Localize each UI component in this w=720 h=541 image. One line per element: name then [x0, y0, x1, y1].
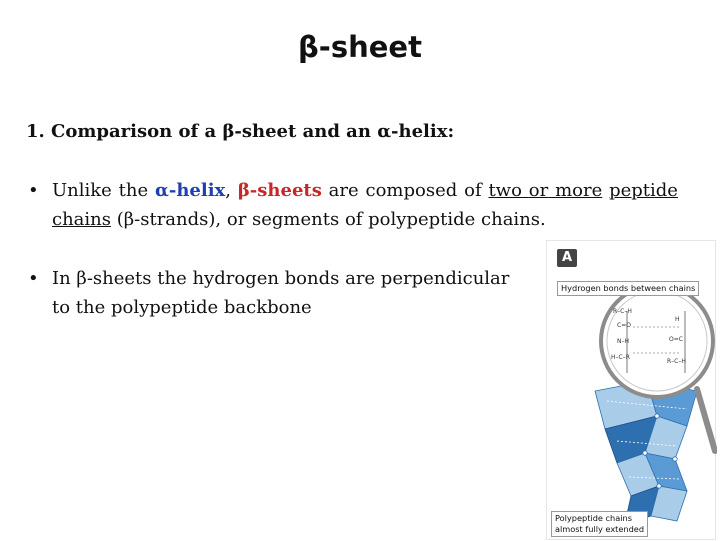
underlined-term: more: [555, 180, 603, 201]
bullet-hydrogen-bonds: [26, 264, 512, 322]
bullet-text: are composed of: [321, 180, 489, 201]
caption-line: Polypeptide chains: [555, 513, 632, 523]
bullet-dot: •: [28, 268, 39, 289]
section-heading: 1. Comparison of a β-sheet and an α-helix:: [26, 121, 455, 142]
molecule-label: C=O: [617, 322, 631, 329]
slide-title: β-sheet: [298, 30, 422, 64]
molecule-label: O=C: [669, 336, 683, 343]
underlined-term: two: [488, 180, 522, 201]
figure-caption-top: Hydrogen bonds between chains: [557, 281, 699, 296]
figure-badge: A: [557, 249, 577, 267]
molecule-label: N–H: [617, 338, 629, 345]
bullet-text: (β-strands), or segments of polypeptide chains.: [111, 209, 546, 230]
bullet-text: In β-sheets the hydrogen bonds are perpendicular to the polypeptide backbone: [52, 268, 510, 318]
pleated-sheet: [595, 379, 697, 523]
underlined-term: peptide: [609, 180, 678, 201]
alpha-helix-term: α-helix: [155, 180, 226, 201]
underlined-term: or: [528, 180, 549, 201]
molecule-label: R–C–H: [613, 308, 632, 315]
beta-sheets-term: β-sheets: [237, 180, 322, 201]
figure-caption-bottom: [551, 511, 648, 537]
molecule-label: H–C–R: [611, 354, 630, 361]
bullet-text: ,: [225, 180, 238, 201]
caption-line: almost fully extended: [555, 524, 645, 534]
molecule-label: R–C–H: [667, 358, 686, 365]
beta-sheet-figure: [546, 240, 716, 540]
bullet-dot: •: [28, 180, 39, 201]
underlined-term: chains: [52, 209, 111, 230]
molecule-label: H: [675, 316, 680, 323]
bullet-text: Unlike the: [52, 180, 155, 201]
bullet-beta-sheet-composition: [26, 176, 678, 234]
